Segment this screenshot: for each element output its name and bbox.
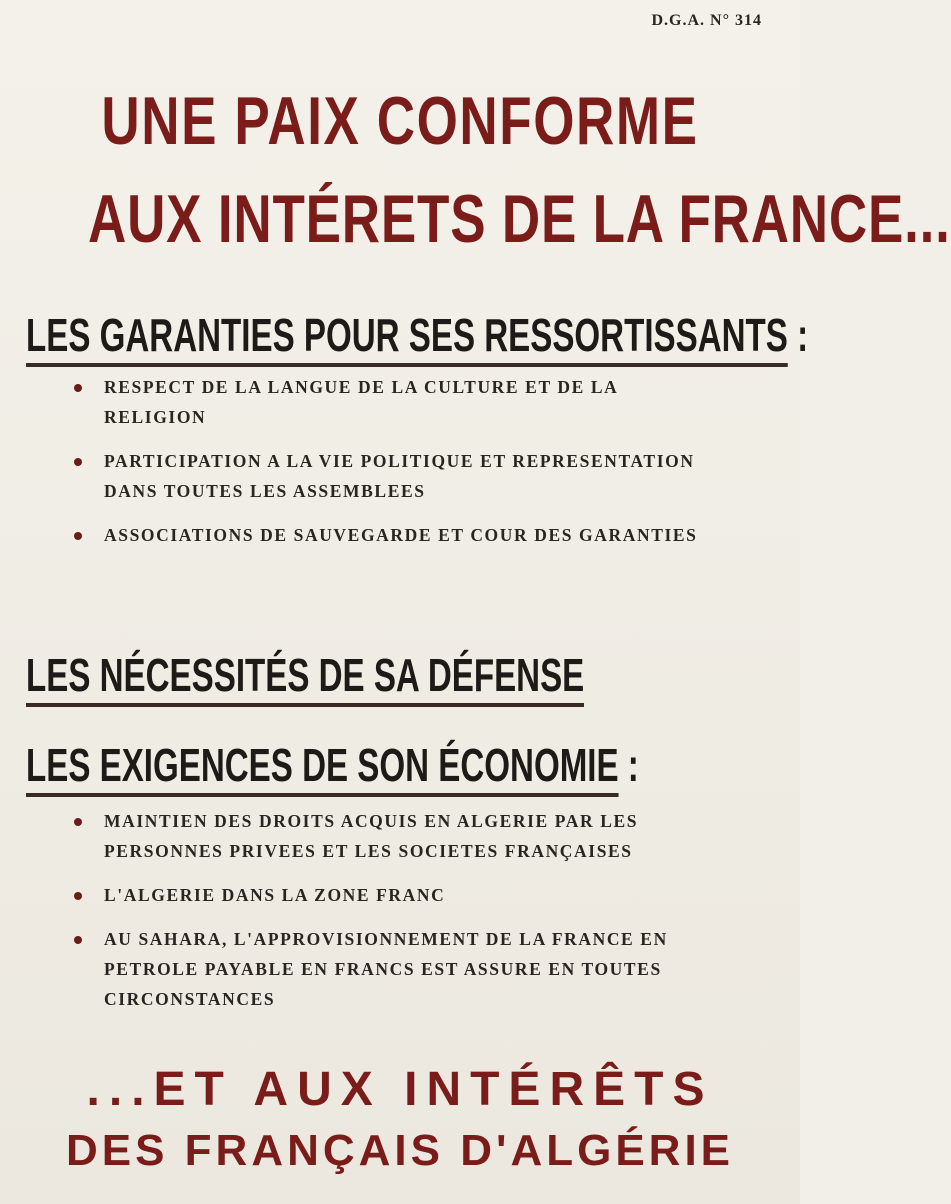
section-heading-guarantees (26, 308, 808, 362)
section-heading-defense (26, 648, 584, 702)
bullet-icon (74, 532, 82, 540)
heading-colon: : (627, 739, 639, 791)
bullet-icon (74, 818, 82, 826)
closing-line-2: DES FRANÇAIS D'ALGÉRIE (65, 1126, 735, 1175)
list-item: ASSOCIATIONS DE SAUVEGARDE ET COUR DES GARANTIES (70, 520, 710, 550)
section-heading-text: LES EXIGENCES DE SON ÉCONOMIE (26, 739, 619, 797)
guarantees-list (70, 372, 710, 564)
document-reference: D.G.A. N° 314 (651, 12, 762, 29)
bullet-icon (74, 936, 82, 944)
heading-colon: : (797, 309, 809, 361)
bullet-icon (74, 892, 82, 900)
section-heading-text: LES NÉCESSITÉS DE SA DÉFENSE (26, 649, 584, 707)
list-item: L'ALGERIE DANS LA ZONE FRANC (70, 880, 710, 910)
economy-list (70, 806, 710, 1028)
bullet-icon (74, 384, 82, 392)
closing-line-1: ...ET AUX INTÉRÊTS (86, 1063, 714, 1116)
bullet-icon (74, 458, 82, 466)
list-item: AU SAHARA, L'APPROVISIONNEMENT DE LA FRANCE EN PETROLE PAYABLE EN FRANCS EST ASSURE EN TOUTES CIRCONSTANCES (70, 924, 710, 1014)
section-heading-economy (26, 738, 639, 792)
list-item: RESPECT DE LA LANGUE DE LA CULTURE ET DE LA RELIGION (70, 372, 710, 432)
list-item: MAINTIEN DES DROITS ACQUIS EN ALGERIE PAR LES PERSONNES PRIVEES ET LES SOCIETES FRANÇAISES (70, 806, 710, 866)
section-heading-text: LES GARANTIES POUR SES RESSORTISSANTS (26, 309, 788, 367)
title-line-2: AUX INTÉRETS DE LA FRANCE... (88, 181, 951, 257)
list-item: PARTICIPATION A LA VIE POLITIQUE ET REPRESENTATION DANS TOUTES LES ASSEMBLEES (70, 446, 710, 506)
title-line-1: UNE PAIX CONFORME (101, 83, 699, 159)
